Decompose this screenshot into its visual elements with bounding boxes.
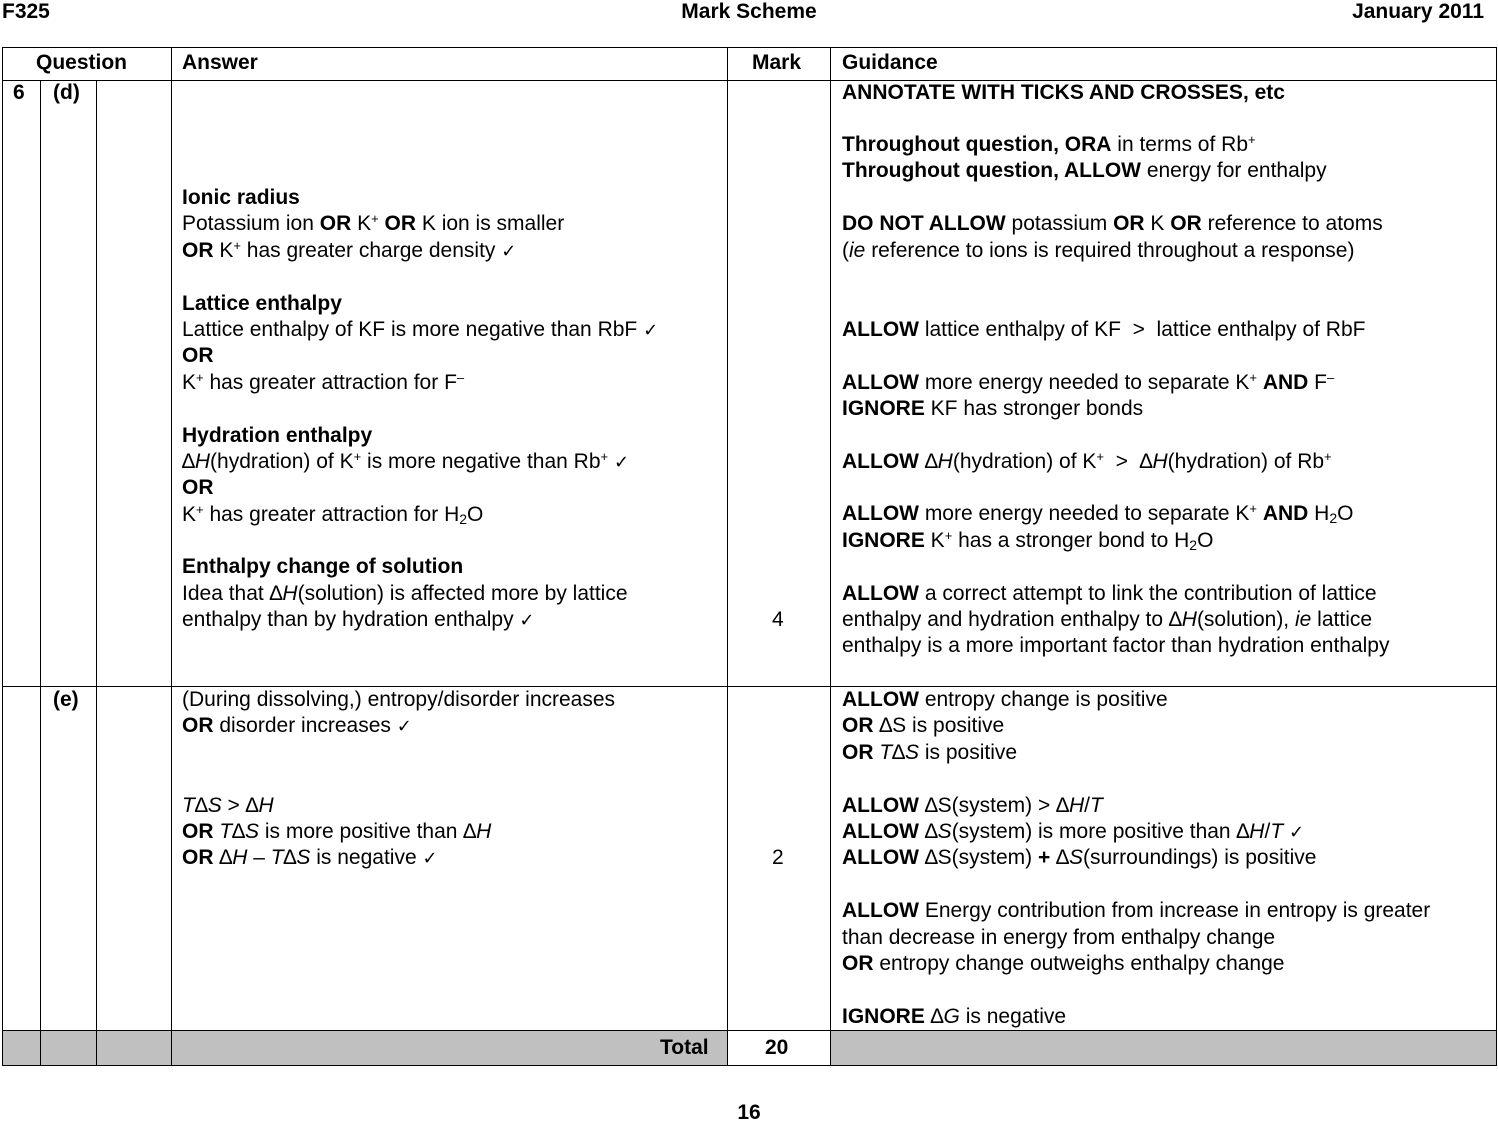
header-question: Question (36, 51, 128, 74)
answer-d: Ionic radius Potassium ion OR K+ OR K ion is smaller OR K+ has greater charge density ✓ Lattice enthalpy Lattice enthalpy of KF is more negative than RbF ✓ OR K+ has greater attraction for F– Hydration enthalpy ∆H(hydration) of K+ is more negative than Rb+ ✓ OR K+ has greater attraction for $H_2O$ Enthalpy change of solution Idea that ∆H(solution) is affected more by lattice enthalpy than by hydration enthalpy ✓ (182, 186, 659, 632)
page-number: 16 (737, 1101, 761, 1124)
exam-date: January 2011 (1352, 0, 1484, 23)
table-bottom-border (2, 1065, 1497, 1066)
col-divider-part (96, 80, 97, 1066)
total-divider (2, 1030, 1497, 1031)
col-divider-answer (727, 47, 728, 1066)
col-divider-question (171, 47, 172, 1066)
question-part-d: (d) (53, 81, 80, 104)
table-top-border (2, 47, 1497, 48)
guidance-d-annotate: ANNOTATE WITH TICKS AND CROSSES, etc (842, 81, 1285, 104)
mark-d: 4 (772, 608, 784, 631)
total-label: Total (660, 1036, 709, 1059)
header-mark: Mark (752, 51, 802, 74)
document-title: Mark Scheme (681, 0, 817, 23)
header-guidance: Guidance (842, 51, 938, 74)
paper-code: F325 (2, 0, 50, 23)
question-number: 6 (13, 81, 25, 104)
guidance-d: Throughout question, ORA in terms of Rb+ Throughout question, ALLOW energy for enthalpy DO NOT ALLOW potassium OR K OR reference to atoms (ie reference to ions is required throughout a response) ALLOW lattice enthalpy of KF > lattice enthalpy of RbF ALLOW more energy needed to separate K+ AND F– IGNORE KF has stronger bonds ALLOW ∆H(hydration) of K+ > ∆H(hydration) of Rb+ ALLOW more energy needed to separate K+ AND $H_2O$ IGNORE K+ has a stronger bond to $H_2O$ ALLOW a correct attempt to link the contribution of lattice enthalpy and hydration enthalpy to ∆H(solution), ie lattice enthalpy is a more important factor than hydration enthalpy (842, 132, 1390, 658)
header-answer: Answer (182, 51, 258, 74)
guidance-e: ALLOW entropy change is positive OR ∆S is positive OR T∆S is positive ALLOW ∆S(system) > ∆H/T ALLOW ∆S(system) is more positive than ∆H/T ✓ ALLOW ∆S(system) + ∆S(surroundings) is positive ALLOW Energy contribution from increase in entropy is greater than decrease in energy from enthalpy change OR entropy change outweighs enthalpy change IGNORE ∆G is negative (842, 688, 1431, 1028)
table-left-border (2, 47, 3, 1066)
col-divider-mark (830, 47, 831, 1066)
total-row-shade-left (2, 1030, 727, 1065)
mark-e: 2 (772, 846, 784, 869)
col-divider-num (40, 80, 41, 1066)
table-right-border (1496, 47, 1497, 1066)
question-part-e: (e) (53, 688, 79, 711)
answer-e: (During dissolving,) entropy/disorder increases OR disorder increases ✓ T∆S > ∆H OR T∆S is more positive than ∆H OR ∆H – T∆S is negative ✓ (182, 688, 616, 870)
total-value: 20 (765, 1036, 789, 1059)
total-row-shade-guidance (830, 1030, 1496, 1065)
